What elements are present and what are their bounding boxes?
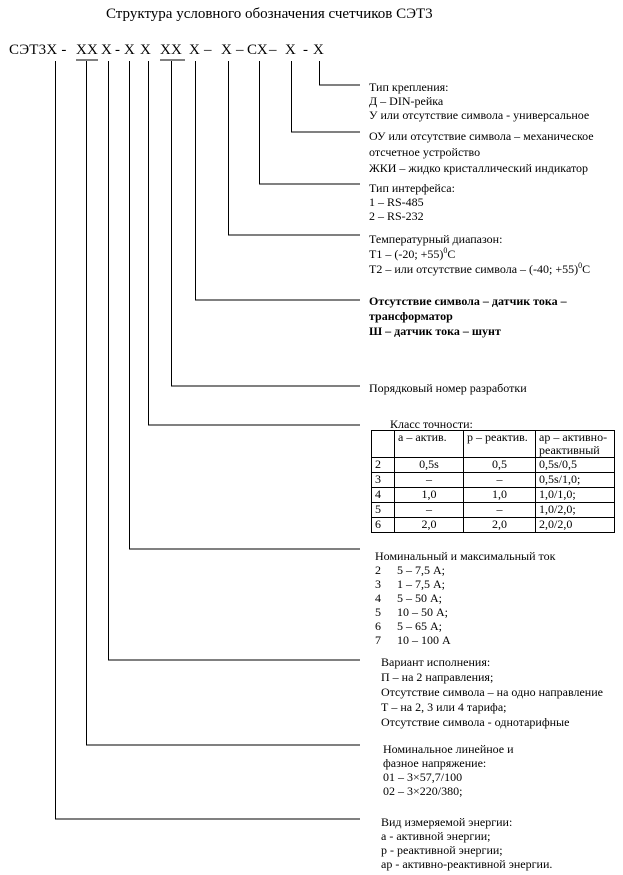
temperature-heading: Температурный диапазон: <box>369 232 503 246</box>
code-dash: - <box>303 42 309 58</box>
interface-line: 2 – RS-232 <box>369 209 424 223</box>
interface-heading: Тип интерфейса: <box>369 181 455 195</box>
voltage-line: 02 – 3×220/380; <box>383 784 463 798</box>
current-heading: Номинальный и максимальный ток <box>375 549 556 563</box>
accuracy-heading: Класс точности: <box>390 417 473 431</box>
table-row: 3 – – 0,5s/1,0; <box>372 473 615 488</box>
voltage-block <box>383 742 514 798</box>
table-row: 5 – – 1,0/2,0; <box>372 503 615 518</box>
interface-block <box>369 181 455 223</box>
table-header-row: а – актив. р – реактив. ар – активно-реактивный <box>372 431 615 458</box>
energy-heading: Вид измеряемой энергии: <box>381 815 513 829</box>
mount-line: У или отсутствие символа - универсальное <box>369 108 590 122</box>
list-item: 3 1 – 7,5 А; <box>375 577 445 591</box>
code-variant: Х <box>124 42 136 58</box>
mount-heading: Тип крепления: <box>369 80 449 94</box>
code-mount: Х <box>313 42 325 58</box>
voltage-line: фазное напряжение: <box>383 756 487 770</box>
interface-line: 1 – RS-485 <box>369 195 424 209</box>
code-voltage: Х <box>101 42 113 58</box>
table-row: 6 2,0 2,0 2,0/2,0 <box>372 518 615 533</box>
list-item: 5 10 – 50 А; <box>375 605 448 619</box>
voltage-line: Номинальное линейное и <box>383 742 514 756</box>
energy-line: ар - активно-реактивной энергии. <box>381 857 553 871</box>
mount-line: Д – DIN-рейка <box>369 94 444 108</box>
energy-line: а - активной энергии; <box>381 829 491 843</box>
variant-line: П – на 2 направления; <box>381 670 494 684</box>
code-interface: СХ <box>247 42 268 58</box>
code-display: Х <box>285 42 297 58</box>
display-line: отсчетное устройство <box>369 145 481 159</box>
code-energy: ХХ <box>76 42 99 58</box>
temperature-block <box>369 232 590 277</box>
code-dash: – <box>204 42 212 58</box>
display-line: ОУ или отсутствие символа – механическое <box>369 129 594 143</box>
code-current: Х <box>140 42 152 58</box>
list-item: 6 5 – 65 А; <box>375 619 442 633</box>
display-line: ЖКИ – жидко кристаллический индикатор <box>369 161 589 175</box>
mount-block <box>369 80 589 122</box>
code-dash: – <box>236 42 244 58</box>
sensor-line: Ш – датчик тока – шунт <box>369 324 501 338</box>
display-block <box>369 128 594 176</box>
code-prefix: СЭТ3Х - <box>9 42 67 58</box>
table-row: 4 1,0 1,0 1,0/1,0; <box>372 488 615 503</box>
code-sensor: Х <box>189 42 201 58</box>
variant-line: Отсутствие символа - однотарифные <box>381 715 570 729</box>
temperature-line-t2: Т2 – или отсутствие символа – (-40; +55)$^0$С <box>369 261 591 276</box>
energy-block <box>381 815 552 871</box>
list-item: 2 5 – 7,5 А; <box>375 563 445 577</box>
list-item: 4 5 – 50 А; <box>375 591 442 605</box>
table-row: 2 0,5s 0,5 0,5s/0,5 <box>372 458 615 473</box>
current-block <box>375 549 555 647</box>
dev-number-label: Порядковый номер разработки <box>369 381 527 395</box>
sensor-block <box>369 294 567 339</box>
variant-block <box>381 655 603 730</box>
variant-heading: Вариант исполнения: <box>381 655 491 669</box>
variant-line: Отсутствие символа – на одно направление <box>381 685 603 699</box>
temperature-line-t1: Т1 – (-20; +55)$^0$С <box>369 246 456 261</box>
list-item: 7 10 – 100 А <box>375 633 451 647</box>
code-accuracy: ХХ <box>160 42 183 58</box>
code-dash: – <box>269 42 277 58</box>
diagram-title: Структура условного обозначения счетчиков СЭТ3 <box>106 6 433 22</box>
variant-line: Т – на 2, 3 или 4 тарифа; <box>381 700 507 714</box>
energy-line: р - реактивной энергии; <box>381 843 503 857</box>
code-dash: - <box>115 42 121 58</box>
sensor-line: трансформатор <box>369 309 453 323</box>
accuracy-table <box>371 430 615 533</box>
sensor-line: Отсутствие символа – датчик тока – <box>369 294 567 308</box>
voltage-line: 01 – 3×57,7/100 <box>383 770 463 784</box>
code-temperature: Х <box>221 42 233 58</box>
